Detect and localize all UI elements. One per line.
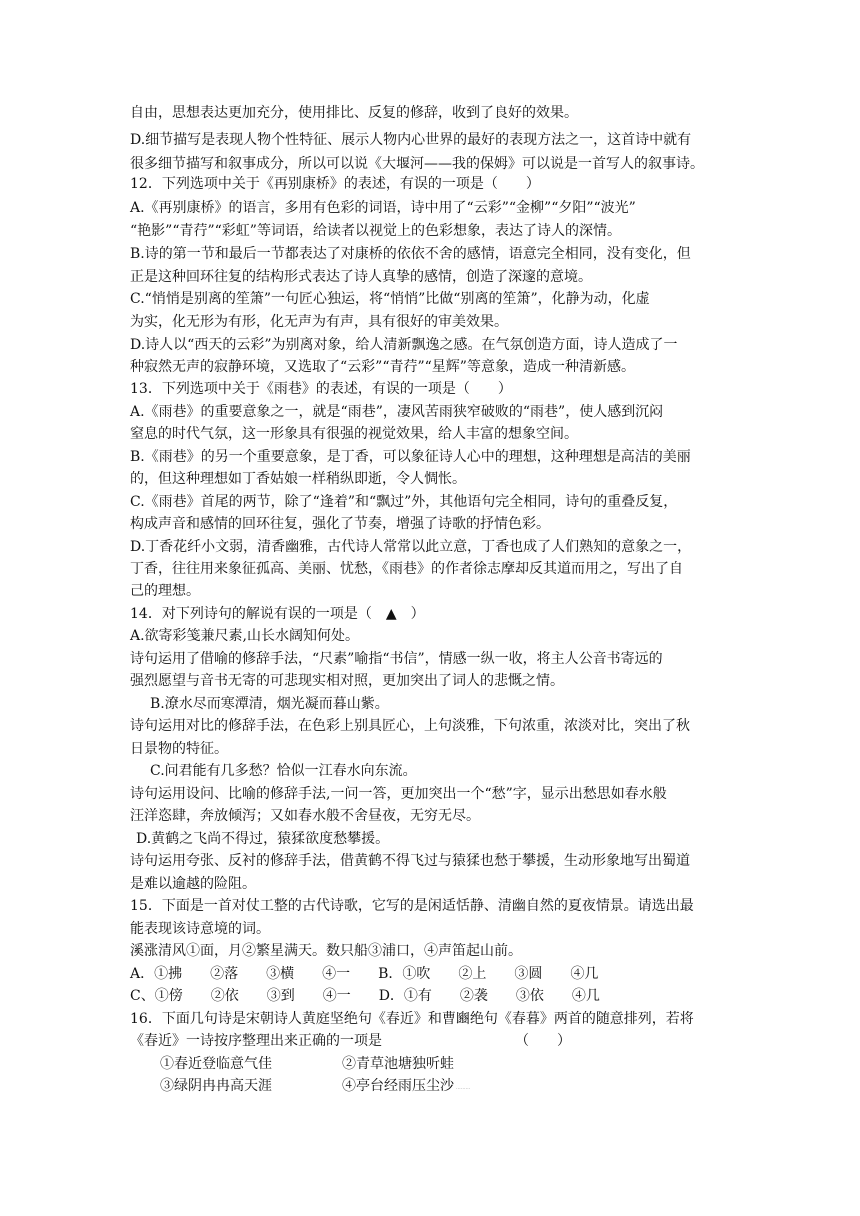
question-12-option-b: B.诗的第一节和最后一节都表达了对康桥的依依不舍的感情，语意完全相同，没有变化，但: [130, 246, 691, 262]
verse-text: ③绿阴冉冉高天涯 ④亭台经雨压尘沙: [160, 1078, 454, 1094]
faint-mark: ·········: [456, 1086, 471, 1092]
question-13-option-b: B.《雨巷》的另一个重要意象，是丁香，可以象征诗人心中的理想，这种理想是高洁的美丽: [130, 449, 691, 465]
text-line: 能表现该诗意境的词。: [130, 921, 270, 937]
question-13-stem: 13．下列选项中关于《雨巷》的表述，有误的一项是（ ）: [130, 381, 512, 397]
question-13-option-c: C.《雨巷》首尾的两节，除了“逢着”和“飘过”外，其他语句完全相同，诗句的重叠反复，: [130, 494, 678, 510]
text-line: “艳影”“青荇”“彩虹”等词语，给读者以视觉上的色彩想象，表达了诗人的深情。: [130, 223, 621, 239]
question-14-option-d: D.黄鹤之飞尚不得过，猿猱欲度愁攀援。: [136, 831, 390, 847]
question-13-option-d: D.丁香花纤小文弱，清香幽雅，古代诗人常常以此立意，丁香也成了人们熟知的意象之一，: [130, 539, 692, 555]
text-line: 丁香，往往用来象征孤高、美丽、忧愁，《雨巷》的作者徐志摩却反其道而用之，写出了自: [130, 561, 683, 577]
text-line: 很多细节描写和叙事成分，所以可以说《大堰河——我的保姆》可以说是一首写人的叙事诗。: [130, 156, 704, 172]
question-15-stem: 15．下面是一首对仗工整的古代诗歌，它写的是闲适恬静、清幽自然的夏夜情景。请选出最: [130, 898, 694, 914]
text-line: 强烈愿望与音书无寄的可悲现实相对照，更加突出了词人的悲慨之情。: [130, 673, 564, 689]
text-line: 正是这种回环往复的结构形式表达了诗人真挚的感情，创造了深邃的意境。: [130, 269, 592, 285]
text-line: 诗句运用了借喻的修辞手法，“尺素”喻指“书信”，情感一纵一收，将主人公音书寄远的: [130, 651, 663, 667]
question-12-option-a: A.《再别康桥》的语言，多用有色彩的词语，诗中用了“云彩”“金柳”“夕阳”“波光”: [130, 200, 636, 216]
question-14-stem: 14．对下列诗句的解说有误的一项是（ ▲ ）: [130, 606, 425, 622]
question-16-verses-3-4: [160, 1075, 470, 1097]
question-14-option-a: A.欲寄彩笺兼尺素,山长水阔知何处。: [130, 628, 360, 644]
question-15-options-cd: C、①傍 ②依 ③到 ④一 D．①有 ②袭 ③依 ④几: [130, 988, 600, 1004]
text-line: 自由，思想表达更加充分，使用排比、反复的修辞，收到了良好的效果。: [130, 105, 578, 121]
text-line: 构成声音和感情的回环往复，强化了节奏，增强了诗歌的抒情色彩。: [130, 516, 550, 532]
text-line: 日景物的特征。: [130, 741, 228, 757]
question-14-option-c: C.问君能有几多愁？恰似一江春水向东流。: [150, 763, 417, 779]
text-line: 诗句运用设问、比喻的修辞手法,一问一答，更加突出一个“愁”字，显示出愁思如春水般: [130, 786, 667, 802]
question-16-stem: 16．下面几句诗是宋朝诗人黄庭坚绝句《春近》和曹豳绝句《春暮》两首的随意排列，若将: [130, 1011, 694, 1027]
question-12-stem: 12．下列选项中关于《再别康桥》的表述，有误的一项是（ ）: [130, 176, 540, 192]
text-line: 种寂然无声的寂静环境，又选取了“云彩”“青荇”“星辉”等意象，造成一种清新感。: [130, 359, 635, 375]
text-line: 汪洋恣肆，奔放倾泻；又如春水般不舍昼夜，无穷无尽。: [130, 808, 480, 824]
question-12-option-c: C.“悄悄是别离的笙箫”一句匠心独运，将“悄悄”比做“别离的笙箫”，化静为动，化虚: [130, 291, 650, 307]
question-12-option-d: D.诗人以“西天的云彩”为别离对象，给人清新飘逸之感。在气氛创造方面，诗人造成了一: [130, 337, 678, 353]
question-14-option-b: B.潦水尽而寒潭清，烟光凝而暮山紫。: [150, 696, 389, 712]
text-line: 窒息的时代气氛，这一形象具有很强的视觉效果，给人丰富的想象空间。: [130, 426, 578, 442]
text-line: 己的理想。: [130, 583, 200, 599]
question-15-options-ab: A．①拂 ②落 ③横 ④一 B．①吹 ②上 ③圆 ④几: [130, 966, 599, 982]
text-line: 诗句运用夸张、反衬的修辞手法，借黄鹤不得飞过与猿猱也愁于攀援，生动形象地写出蜀道: [130, 853, 690, 869]
text-line: 为实，化无形为有形，化无声为有声，具有很好的审美效果。: [130, 314, 508, 330]
text-line: 《春近》一诗按序整理出来正确的一项是 （ ）: [130, 1033, 571, 1049]
text-line: 诗句运用对比的修辞手法，在色彩上别具匠心，上句淡雅，下句浓重，浓淡对比，突出了秋: [130, 718, 690, 734]
text-line: D.细节描写是表现人物个性特征、展示人物内心世界的最好的表现方法之一，这首诗中就有: [130, 132, 692, 148]
text-line: 的，但这种理想如丁香姑娘一样稍纵即逝，令人惆怅。: [130, 471, 466, 487]
question-15-poem: 溪涨清风①面，月②繁星满天。数只船③浦口，④声笛起山前。: [130, 943, 522, 959]
question-16-verses-1-2: ①春近登临意气佳 ②青草池塘独听蛙: [160, 1056, 454, 1072]
text-line: 是难以逾越的险阻。: [130, 876, 256, 892]
question-13-option-a: A.《雨巷》的重要意象之一，就是“雨巷”，凄风苦雨狭窄破败的“雨巷”，使人感到沉闷: [130, 404, 664, 420]
